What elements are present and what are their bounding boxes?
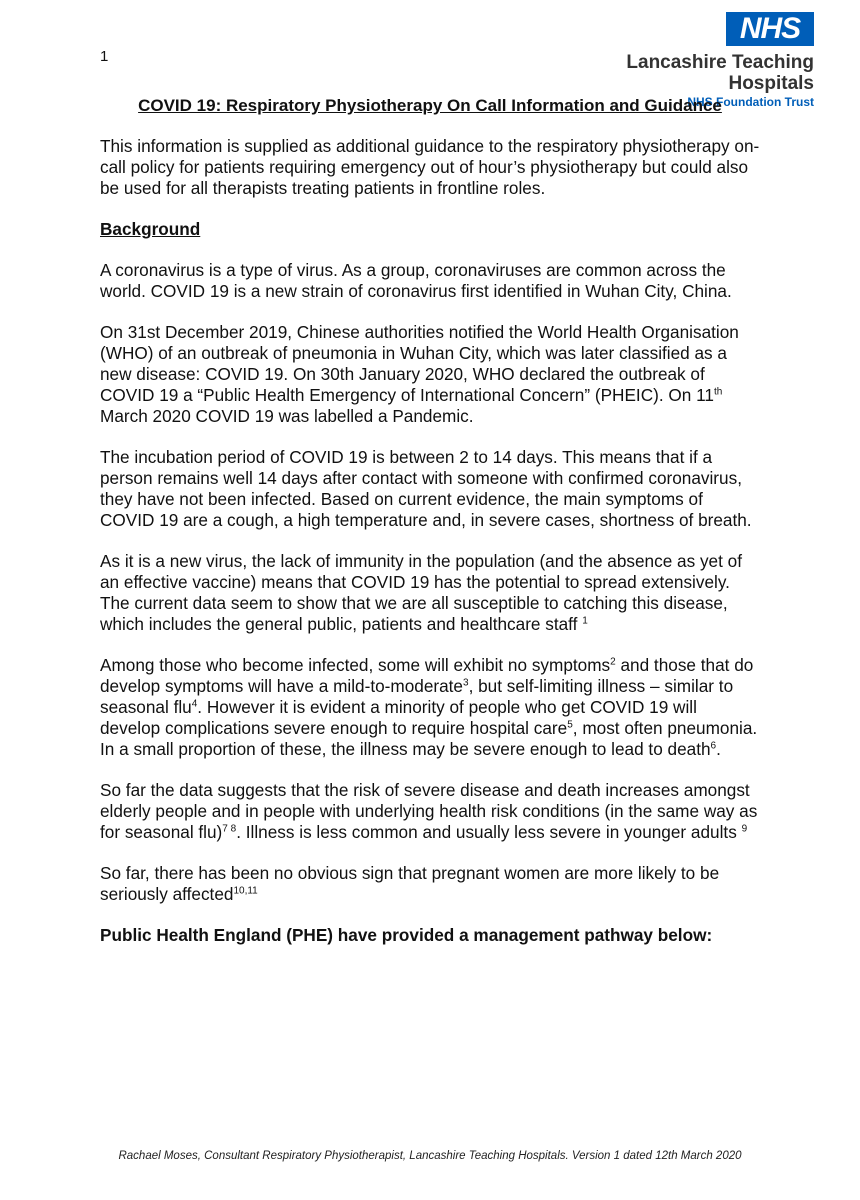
document-title: COVID 19: Respiratory Physiotherapy On Call Information and Guidance [138, 96, 722, 115]
intro-paragraph: This information is supplied as additional guidance to the respiratory physiotherapy on-call policy for patients requiring emergency out of hour’s physiotherapy but could also be used for all therapists treating patients in frontline roles. [100, 136, 760, 198]
trust-name-line1: Lancashire Teaching [626, 52, 814, 73]
trust-name-line2: Hospitals [728, 73, 814, 94]
background-heading: Background [100, 219, 201, 239]
paragraph-pregnancy: So far, there has been no obvious sign that pregnant women are more likely to be seriously affected$^{10,11}$ [100, 863, 720, 904]
document-body [100, 95, 760, 966]
paragraph-incubation: The incubation period of COVID 19 is between 2 to 14 days. This means that if a person remains well 14 days after contact with someone with confirmed coronavirus, they have not been infected. Based on current evidence, the main symptoms of COVID 19 are a cough, a high temperature and, in severe cases, shortness of breath. [100, 447, 752, 530]
nhs-logo-box: NHS [726, 12, 814, 46]
paragraph-symptoms: Among those who become infected, some will exhibit no symptoms$^2$ and those that do develop symptoms will have a mild-to-moderate$^3$, but self-limiting illness – similar to seasonal flu$^4$. However it is evident a minority of people who get COVID 19 will develop complications severe enough to require hospital care$^5$, most often pneumonia. In a small proportion of these, the illness may be severe enough to lead to death$^6$. [100, 655, 758, 759]
paragraph-phe-pathway: Public Health England (PHE) have provided a management pathway below: [100, 925, 713, 945]
trust-subtitle: NHS Foundation Trust [687, 95, 814, 109]
paragraph-coronavirus: A coronavirus is a type of virus. As a group, coronaviruses are common across the world. COVID 19 is a new strain of coronavirus first identified in Wuhan City, China. [100, 260, 732, 301]
paragraph-immunity: As it is a new virus, the lack of immunity in the population (and the absence as yet of an effective vaccine) means that COVID 19 has the potential to spread extensively. The current data seem to show that we are all susceptible to catching this disease, which includes the general public, patients and healthcare staff $^1$ [100, 551, 743, 634]
paragraph-timeline: On 31st December 2019, Chinese authorities notified the World Health Organisation (WHO) of an outbreak of pneumonia in Wuhan City, which was later classified as a new disease: COVID 19. On 30th January 2020, WHO declared the outbreak of COVID 19 a “Public Health Emergency of International Concern” (PHEIC). On 11th March 2020 COVID 19 was labelled a Pandemic. [100, 322, 739, 426]
paragraph-risk: So far the data suggests that the risk of severe disease and death increases amongst elderly people and in people with underlying health risk conditions (in the same way as for seasonal flu)$^{7 8}$. Illness is less common and usually less severe in younger adults $^9$ [100, 780, 758, 842]
page-number: 1 [100, 48, 109, 65]
page-footer: Rachael Moses, Consultant Respiratory Physiotherapist, Lancashire Teaching Hospitals. Version 1 dated 12th March 2020 [118, 1150, 742, 1162]
